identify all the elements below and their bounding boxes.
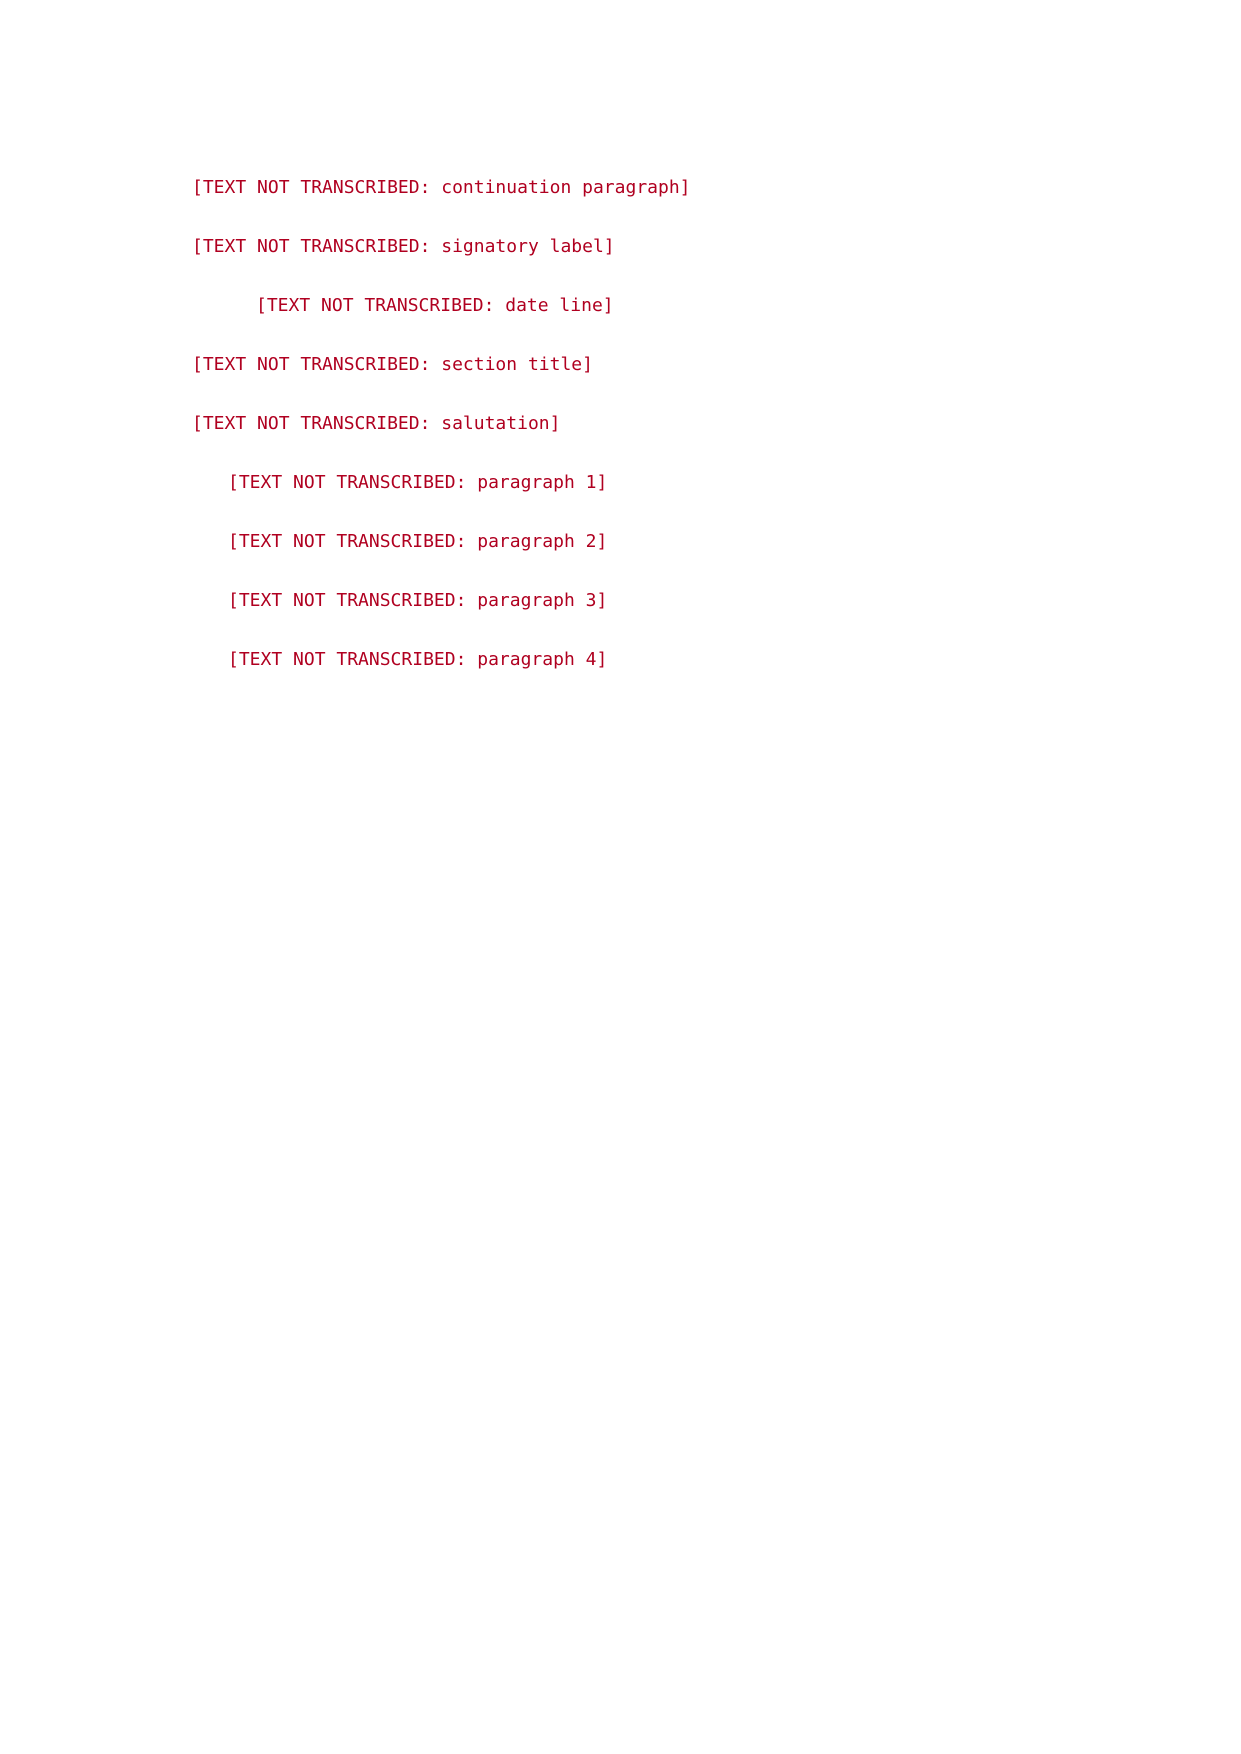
document-body — [192, 158, 1052, 689]
body-paragraph: [TEXT NOT TRANSCRIBED: paragraph 3] — [228, 590, 608, 611]
signature-date: [TEXT NOT TRANSCRIBED: date line] — [256, 295, 614, 316]
body-paragraph: [TEXT NOT TRANSCRIBED: paragraph 4] — [228, 649, 608, 670]
body-paragraph: [TEXT NOT TRANSCRIBED: paragraph 2] — [228, 531, 608, 552]
section-title: [TEXT NOT TRANSCRIBED: section title] — [192, 354, 593, 375]
salutation: [TEXT NOT TRANSCRIBED: salutation] — [192, 413, 561, 434]
body-paragraph: [TEXT NOT TRANSCRIBED: paragraph 1] — [228, 472, 608, 493]
continuation-paragraph: [TEXT NOT TRANSCRIBED: continuation paragraph] — [192, 177, 691, 198]
signatory-label: [TEXT NOT TRANSCRIBED: signatory label] — [192, 236, 615, 257]
